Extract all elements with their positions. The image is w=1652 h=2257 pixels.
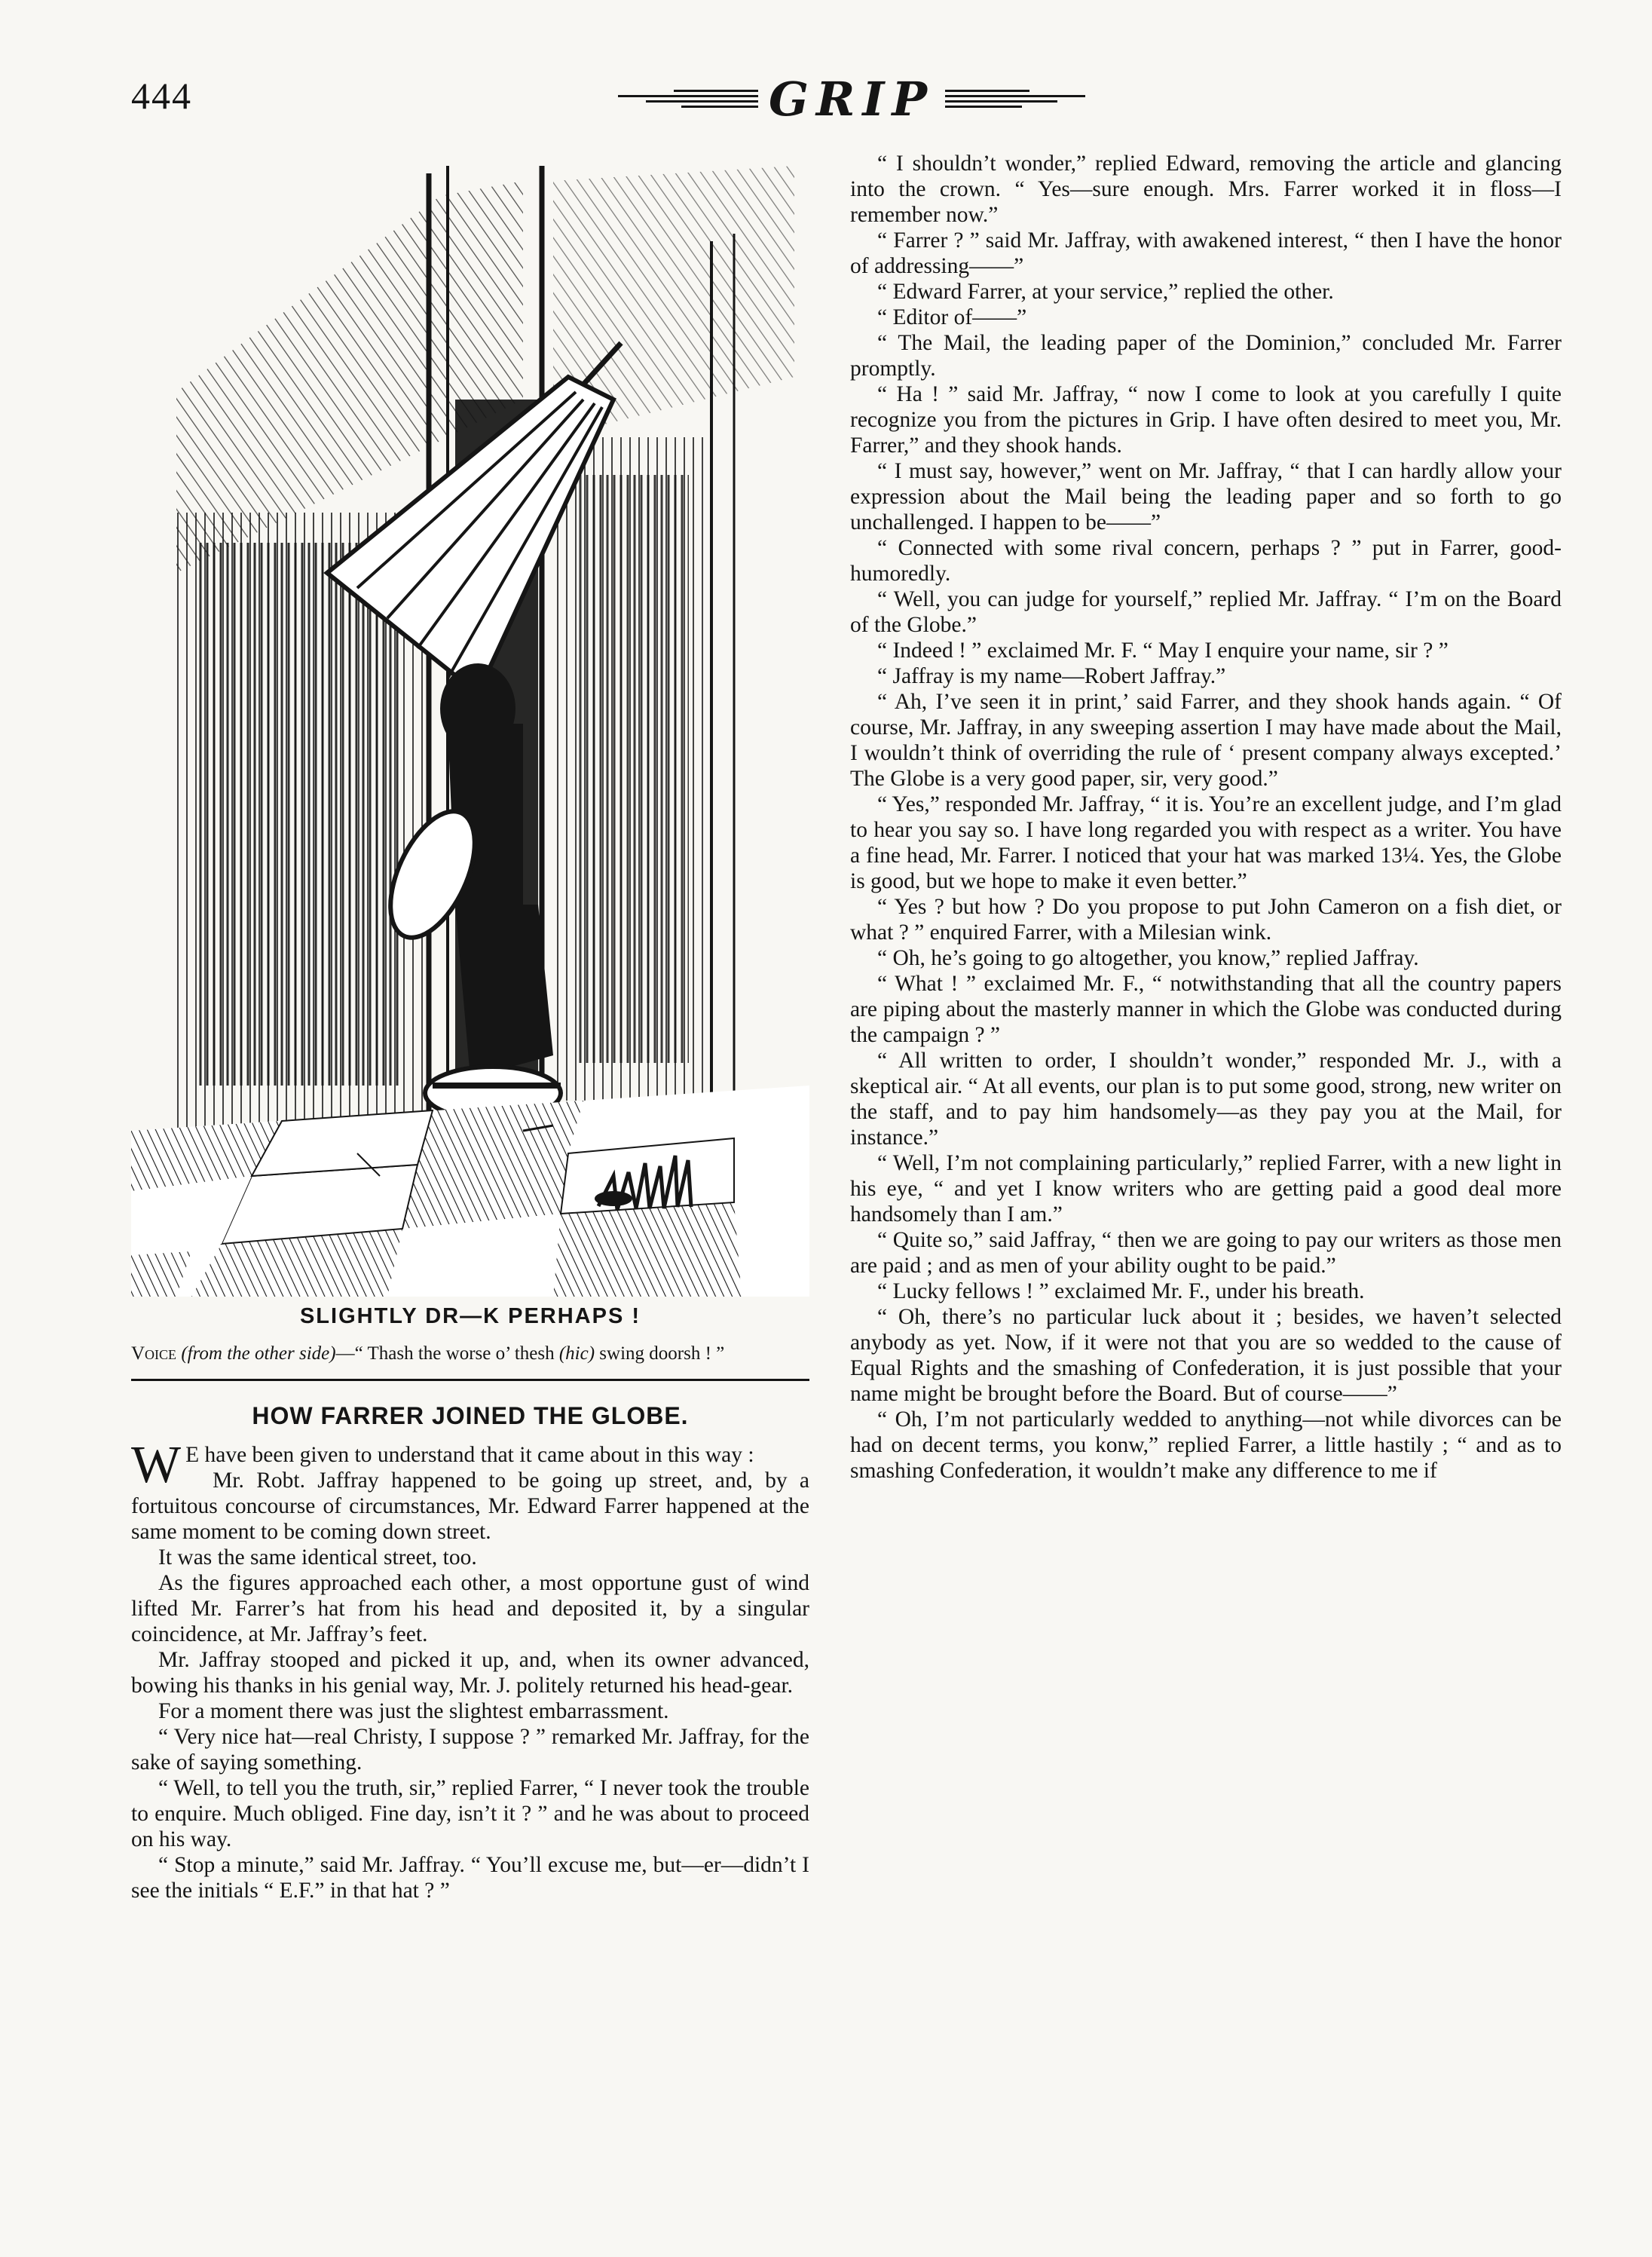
cartoon-caption-title: SLIGHTLY DR—K PERHAPS ! (299, 1304, 641, 1328)
drop-cap: W (131, 1436, 182, 1494)
article-paragraph: Mr. Jaffray stooped and picked it up, and, when its owner advanced, bowing his thanks in his genial way, Mr. J. politely returned his head-gear. (131, 1648, 809, 1698)
article-paragraph: “ Well, you can judge for yourself,” replied Mr. Jaffray. “ I’m on the Board of the Globe.” (850, 587, 1562, 637)
article-paragraph: “ I must say, however,” went on Mr. Jaffray, “ that I can hardly allow your expression about the Mail being the leading paper and so forth to go unchallenged. I happen to be——” (850, 459, 1562, 534)
masthead-title: GRIP (768, 71, 935, 127)
article-paragraph: For a moment there was just the slightest embarrassment. (158, 1699, 669, 1723)
masthead (618, 72, 1085, 125)
caption-hic: (hic) (558, 1343, 595, 1364)
masthead-rule-left (618, 90, 758, 108)
article-paragraph: “ All written to order, I shouldn’t wonder,” responded Mr. J., with a skeptical air. “ At all events, our plan is to put some good, strong, new writer on the staff, and to pay him handsomely—as they pay you at the Mail, for instance.” (850, 1049, 1562, 1150)
section-divider (131, 1379, 809, 1381)
caption-rest: —“ Thash the worse o’ thesh (335, 1343, 555, 1364)
article-paragraph: Mr. Robt. Jaffray happened to be going up street, and, by a fortuitous concourse of circumstances, Mr. Edward Farrer happened at the same moment to be coming down street. (131, 1468, 809, 1544)
caption-aside: (from the other side) (181, 1343, 336, 1364)
page-number: 444 (131, 75, 192, 117)
article-paragraph: It was the same identical street, too. (158, 1545, 477, 1569)
article-paragraph: “ Yes ? but how ? Do you propose to put John Cameron on a fish diet, or what ? ” enquired Farrer, with a Milesian wink. (850, 895, 1562, 945)
cartoon-drawing (131, 151, 809, 1297)
article-paragraph: “ Farrer ? ” said Mr. Jaffray, with awakened interest, “ then I have the honor of addressing——” (850, 228, 1562, 278)
article-paragraph: “ Edward Farrer, at your service,” replied the other. (877, 280, 1334, 304)
article-paragraph: “ Yes,” responded Mr. Jaffray, “ it is. You’re an excellent judge, and I’m glad to hear you say so. I have long regarded you with respect as a writer. You have a fine head, Mr. Farrer. I noticed that your hat was marked 13¼. Yes, the Globe is good, but we hope to make it even better.” (850, 792, 1562, 893)
left-column (131, 151, 809, 1903)
page-header (0, 72, 1652, 133)
article-paragraph: “ Connected with some rival concern, perhaps ? ” put in Farrer, good-humoredly. (850, 536, 1562, 586)
article-paragraph: “ Lucky fellows ! ” exclaimed Mr. F., under his breath. (877, 1279, 1365, 1303)
right-column (850, 151, 1562, 1484)
cartoon-caption (131, 1343, 809, 1365)
article-paragraph: “ Well, I’m not complaining particularly,” replied Farrer, with a new light in his eye, “ and yet I know writers who are getting paid a good deal more handsomely than I am.” (850, 1151, 1562, 1226)
article-paragraph: “ I shouldn’t wonder,” replied Edward, removing the article and glancing into the crown. “ Yes—sure enough. Mrs. Farrer worked it in floss—I remember now.” (850, 152, 1562, 227)
article-paragraph: “ Ha ! ” said Mr. Jaffray, “ now I come to look at you carefully I quite recognize you from the pictures in Grip. I have often desired to meet you, Mr. Farrer,” and they shook hands. (850, 382, 1562, 458)
article-paragraph: “ Stop a minute,” said Mr. Jaffray. “ You’ll excuse me, but—er—didn’t I see the initials “ E.F.” in that hat ? ” (131, 1853, 809, 1903)
article-paragraph: “ The Mail, the leading paper of the Dominion,” concluded Mr. Farrer promptly. (850, 331, 1562, 381)
article-paragraph: “ Oh, I’m not particularly wedded to anything—not while divorces can be had on decent terms, you konw,” replied Farrer, a little hastily ; “ and as to smashing Confederation, it wouldn’t make any difference to me if (850, 1407, 1562, 1483)
article-left-text (131, 1436, 809, 1903)
cartoon-illustration (131, 151, 809, 1297)
article-paragraph: “ Oh, there’s no particular luck about it ; besides, we haven’t selected anybody as yet. Now, if it were not that you are so wedded to the cause of Equal Rights and the smashing of Confederation, it is just possible that your name might be brought before the Board. But of course——” (850, 1305, 1562, 1406)
article-paragraph: “ Editor of——” (877, 305, 1027, 329)
article-paragraph: “ What ! ” exclaimed Mr. F., “ notwithstanding that all the country papers are piping about the masterly manner in which the Globe was conducted during the campaign ? ” (850, 972, 1562, 1047)
article-paragraph: “ Oh, he’s going to go altogether, you know,” replied Jaffray. (877, 946, 1419, 970)
article-paragraph: “ Ah, I’ve seen it in print,’ said Farrer, and they shook hands again. “ Of course, Mr. Jaffray, in any sweeping assertion I may have made about the Mail, I wouldn’t think of overriding the rule of ‘ present company always excepted.’ The Globe is a very good paper, sir, very good.” (850, 690, 1562, 791)
article-paragraph: “ Very nice hat—real Christy, I suppose ? ” remarked Mr. Jaffray, for the sake of saying something. (131, 1725, 809, 1775)
masthead-rule-right (945, 90, 1085, 108)
article-paragraph: “ Jaffray is my name—Robert Jaffray.” (877, 664, 1226, 688)
caption-end: swing doorsh ! ” (599, 1343, 725, 1364)
article-title: HOW FARRER JOINED THE GLOBE. (252, 1402, 689, 1429)
article-paragraph: “ Quite so,” said Jaffray, “ then we are going to pay our writers as those men are paid ; and as men of your ability ought to be paid.” (850, 1228, 1562, 1278)
article-paragraph: W E have been given to understand that it came about in this way : (131, 1436, 754, 1494)
caption-voice: Voice (131, 1343, 177, 1364)
article-right-text (850, 151, 1562, 1484)
article-paragraph: “ Well, to tell you the truth, sir,” replied Farrer, “ I never took the trouble to enquire. Much obliged. Fine day, isn’t it ? ” and he was about to proceed on his way. (131, 1776, 809, 1851)
article-paragraph: “ Indeed ! ” exclaimed Mr. F. “ May I enquire your name, sir ? ” (877, 639, 1449, 663)
article-paragraph: As the figures approached each other, a most opportune gust of wind lifted Mr. Farrer’s hat from his head and deposited it, by a singular coincidence, at Mr. Jaffray’s feet. (131, 1571, 809, 1646)
